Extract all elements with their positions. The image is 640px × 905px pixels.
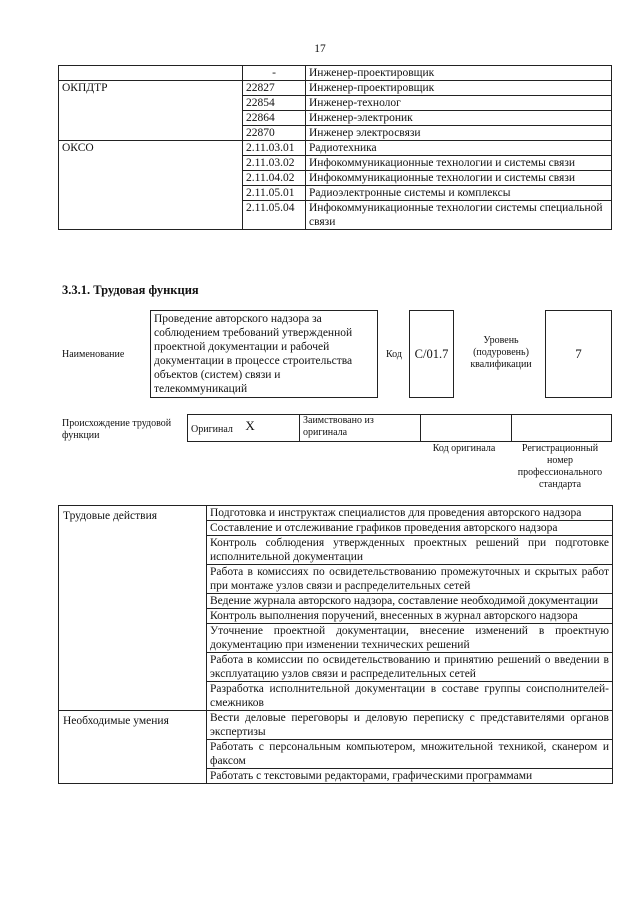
- actions-item: Составление и отслеживание графиков проведения авторского надзора: [207, 521, 613, 536]
- classification-name: Инженер-проектировщик: [306, 66, 612, 81]
- skills-row: [59, 711, 613, 740]
- classification-code: 22827: [243, 81, 306, 96]
- classification-name: Инфокоммуникационные технологии и системы связи: [306, 171, 612, 186]
- classification-group: ОКПДТР: [59, 81, 243, 141]
- origin-code-cell: [421, 415, 512, 442]
- classification-name: Инфокоммуникационные технологии системы специальной связи: [306, 201, 612, 230]
- classification-name: Инженер-электроник: [306, 111, 612, 126]
- actions-row: [59, 506, 613, 521]
- origin-label: Происхождение трудовой функции: [62, 418, 172, 441]
- actions-item: Разработка исполнительной документации в составе группы соисполнителей-смежников: [207, 682, 613, 711]
- function-code-box: [409, 310, 454, 398]
- original-label: Оригинал: [191, 424, 233, 435]
- actions-category: Трудовые действия: [59, 506, 207, 711]
- classification-name: Инфокоммуникационные технологии и системы связи: [306, 156, 612, 171]
- actions-skills-body: [59, 506, 613, 784]
- classification-name: Радиоэлектронные системы и комплексы: [306, 186, 612, 201]
- code-original-caption: Код оригинала: [432, 443, 496, 454]
- classification-code: 22870: [243, 126, 306, 141]
- borrowed-label: Заимствовано из оригинала: [300, 415, 421, 442]
- actions-item: Работа в комиссиях по освидетельствованию промежуточных и скрытых работ при монтаже узлов связи и распределительных сетей: [207, 565, 613, 594]
- classification-name: Инженер-технолог: [306, 96, 612, 111]
- classification-code: 2.11.03.01: [243, 141, 306, 156]
- actions-item: Контроль выполнения поручений, внесенных в журнал авторского надзора: [207, 609, 613, 624]
- classification-row: [59, 81, 612, 96]
- classification-row: [59, 141, 612, 156]
- classification-table-body: [59, 66, 612, 230]
- origin-table: [187, 414, 612, 442]
- function-code-value: C/01.7: [414, 346, 449, 361]
- skills-item: Работать с текстовыми редакторами, графическими программами: [207, 769, 613, 784]
- page-number: 17: [314, 43, 326, 55]
- section-title: 3.3.1. Трудовая функция: [62, 283, 199, 297]
- classification-code: 22864: [243, 111, 306, 126]
- actions-item: Уточнение проектной документации, внесение изменений в проектную документацию при изменении технических решений: [207, 624, 613, 653]
- function-name-box: Проведение авторского надзора за соблюдением требований утвержденной проектной документации и рабочей документации в процессе строительства объектов (систем) связи и телекоммуникаций: [150, 310, 378, 398]
- actions-item: Подготовка и инструктаж специалистов для проведения авторского надзора: [207, 506, 613, 521]
- classification-group: ОКСО: [59, 141, 243, 230]
- original-mark: X: [245, 418, 255, 433]
- code-label: Код: [386, 349, 402, 360]
- classification-code: 22854: [243, 96, 306, 111]
- classification-table: [58, 65, 612, 230]
- origin-original-cell: [188, 415, 300, 442]
- qualification-level-value: 7: [575, 346, 582, 361]
- reg-number-caption: Регистрационный номер профессионального стандарта: [517, 443, 603, 490]
- classification-group: [59, 66, 243, 81]
- classification-code: 2.11.05.01: [243, 186, 306, 201]
- skills-item: Работать с персональным компьютером, множительной техникой, сканером и факсом: [207, 740, 613, 769]
- name-label: Наименование: [62, 349, 125, 360]
- origin-reg-cell: [512, 415, 612, 442]
- qualification-level-box: [545, 310, 612, 398]
- classification-code: 2.11.04.02: [243, 171, 306, 186]
- actions-skills-table: [58, 505, 613, 784]
- level-label: Уровень (подуровень) квалификации: [470, 335, 532, 370]
- actions-item: Ведение журнала авторского надзора, составление необходимой документации: [207, 594, 613, 609]
- skills-category: Необходимые умения: [59, 711, 207, 784]
- actions-item: Контроль соблюдения утвержденных проектных решений при подготовке исполнительной документации: [207, 536, 613, 565]
- classification-name: Инженер электросвязи: [306, 126, 612, 141]
- skills-item: Вести деловые переговоры и деловую переписку с представителями органов экспертизы: [207, 711, 613, 740]
- classification-name: Радиотехника: [306, 141, 612, 156]
- classification-code: 2.11.05.04: [243, 201, 306, 230]
- classification-code: 2.11.03.02: [243, 156, 306, 171]
- classification-name: Инженер-проектировщик: [306, 81, 612, 96]
- actions-item: Работа в комиссии по освидетельствованию и принятию решений о введении в эксплуатацию узлов связи и распределительных сетей: [207, 653, 613, 682]
- classification-row: [59, 66, 612, 81]
- classification-code: -: [243, 66, 306, 81]
